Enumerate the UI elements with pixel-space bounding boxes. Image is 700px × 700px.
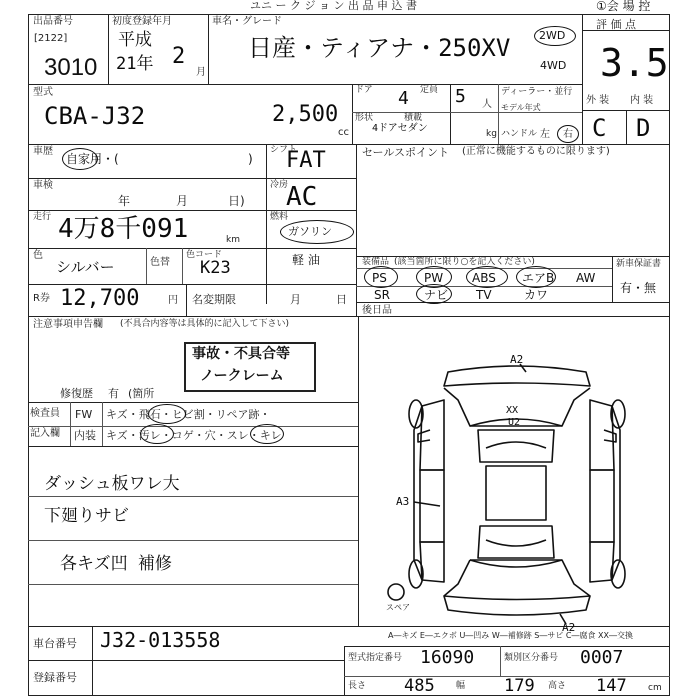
color-change-label: 色替 (150, 257, 170, 268)
score-label: 評 価 点 (596, 18, 636, 31)
doors-label: ドア (355, 85, 373, 95)
length-value: 485 (404, 676, 435, 696)
inspector-label2: 記入欄 (30, 428, 60, 439)
equip-ps: PS (372, 271, 387, 285)
ac-label: 冷房 (270, 180, 289, 190)
equip-pw: PW (424, 271, 444, 285)
ext-value: C (592, 114, 607, 142)
drive-4wd: 4WD (540, 59, 567, 72)
repair-yes: 有 (108, 387, 119, 400)
equip-leather: カワ (524, 288, 549, 302)
equip-navi: ナビ (424, 288, 449, 302)
capacity-value: 5 (455, 86, 466, 107)
type-code-value: 16090 (420, 647, 475, 668)
drive-2wd: 2WD (539, 29, 566, 42)
class-code-value: 0007 (580, 647, 624, 668)
equip-sr: SR (374, 288, 390, 302)
fuel-gasoline: ガソリン (288, 225, 332, 238)
recycle-label: R券 (33, 293, 50, 304)
equip-note: (該当箇所に限り○を記入ください) (394, 257, 535, 267)
sales-point-note: (正常に機能するものに限ります) (462, 146, 610, 157)
fuel-diesel: 軽 油 (292, 253, 320, 267)
notes-label: 注意事項申告欄 (33, 319, 103, 330)
diagram-mark-a3: A3 (396, 495, 410, 508)
name-change-month: 月 (290, 293, 301, 306)
class-code-label: 類別区分番号 (504, 653, 559, 663)
int-value: D (636, 114, 651, 142)
chassis-label: 車台番号 (33, 637, 77, 650)
recycle-value: 12,700 (60, 286, 140, 311)
equip-airbag: エアB (522, 271, 555, 285)
load-label: 積載 (404, 113, 423, 123)
usage-close: ) (248, 152, 253, 166)
color-code-value: K23 (200, 258, 231, 278)
doc-title: ユニ ー ク ジ ョ ン 出 品 申 込 書 (250, 0, 417, 12)
comment-3: 各キズ凹 補修 (60, 554, 172, 574)
handle-right: 右 (563, 129, 573, 140)
load-unit: kg (486, 129, 497, 139)
dealer-label: ディーラー・並行 (501, 87, 573, 97)
fw-items: キズ・飛石・ヒビ割・リペア跡・ (106, 408, 271, 421)
equip-tv: TV (476, 288, 492, 302)
shift-label: シフト (270, 145, 298, 155)
type-code-label: 型式指定番号 (348, 653, 403, 663)
score-value: 3.5 (600, 41, 669, 85)
new-warranty-label: 新車保証書 (616, 259, 662, 269)
diagram-mark-a2-front: A2 (510, 353, 524, 366)
diagram-mark-xx: XX (506, 405, 519, 416)
dimension-unit: cm (648, 683, 662, 693)
length-label: 長さ (348, 681, 367, 691)
inspection-year: 年 (118, 194, 131, 208)
equip-aw: AW (576, 271, 596, 285)
reg-number-label: 登録番号 (33, 671, 77, 684)
fuel-label: 燃料 (270, 212, 289, 222)
shape-label: 形状 (355, 113, 374, 123)
first-reg-label: 初度登録年月 (112, 16, 172, 27)
int-items: キズ・汚レ・コゲ・穴・スレ・キレ (106, 429, 282, 442)
capacity-unit: 人 (482, 99, 492, 110)
ac-value: AC (286, 182, 318, 212)
lot-label: 出品番号 (33, 16, 73, 27)
diagram-mark-u2: U2 (508, 417, 521, 428)
lot-number: 3010 (44, 54, 98, 81)
inspection-label: 車検 (33, 180, 53, 191)
damage-legend: A―キズ E―エクボ U―凹み W―補修跡 S―サビ C―腐食 XX―交換 (388, 631, 634, 640)
handle-label: ハンドル (501, 129, 538, 139)
reg-era: 平成 (118, 30, 152, 50)
usage-value: 自家用・( (66, 152, 119, 166)
name-change-label: 名変期限 (192, 293, 236, 306)
afterfit-label: 後日品 (362, 305, 392, 316)
chassis-value: J32-013558 (100, 628, 221, 652)
handle-left: 左 (540, 129, 550, 140)
width-value: 179 (504, 676, 535, 696)
ext-label: 外 装 (586, 95, 610, 106)
equip-label: 装備品 (362, 257, 390, 267)
color-code-label: 色コード (186, 250, 223, 260)
equip-abs: ABS (472, 271, 496, 285)
doors-value: 4 (398, 88, 409, 109)
mileage-unit: km (226, 235, 240, 245)
comment-1: ダッシュ板ワレ大 (44, 474, 180, 494)
width-label: 幅 (456, 681, 466, 691)
inspection-day: 日) (228, 194, 245, 208)
fw-label: FW (75, 408, 93, 421)
diagram-mark-a2-rear: A2 (562, 621, 576, 634)
name-change-day: 日 (336, 293, 347, 306)
reg-year: 21年 (116, 54, 154, 74)
color-value: シルバー (56, 258, 115, 276)
cc-unit: cc (338, 127, 349, 138)
int-label: 内 装 (630, 95, 654, 106)
repair-location: (箇所 (128, 387, 155, 400)
comment-2: 下廻りサビ (44, 506, 129, 526)
mileage-value: 4万8千091 (58, 214, 189, 244)
lot-subcode: [2122] (34, 33, 68, 44)
displacement: 2,500 (272, 102, 339, 127)
car-name: 日産・ティアナ・250XV (248, 34, 511, 62)
venue-label: ①会 場 控 (596, 0, 651, 13)
capacity-label: 定員 (420, 85, 439, 95)
height-label: 高さ (548, 681, 567, 691)
reg-month: 2 (172, 44, 186, 69)
repair-label: 修復歴 (60, 387, 93, 400)
sales-point-label: セールスポイント (362, 146, 450, 159)
inspector-label1: 検査員 (30, 408, 60, 419)
color-label: 色 (33, 250, 43, 261)
spare-label: スペア (386, 603, 410, 612)
notes-desc: (不具合内容等は具体的に記入して下さい) (120, 319, 290, 329)
usage-label: 車歴 (33, 146, 53, 157)
stamp-line2: ノークレーム (200, 368, 284, 384)
mileage-label: 走行 (33, 212, 52, 222)
reg-month-unit: 月 (196, 67, 206, 78)
model-year-label: モデル年式 (501, 103, 541, 112)
shift-value: FAT (286, 148, 326, 173)
model-label: 型式 (33, 87, 53, 98)
model-value: CBA-J32 (44, 102, 146, 130)
shape-value: 4ドアセダン (372, 123, 428, 134)
stamp-line1: 事故・不具合等 (192, 346, 290, 362)
recycle-unit: 円 (168, 295, 178, 306)
int-items-label: 内装 (74, 429, 96, 442)
new-warranty-value: 有・無 (620, 281, 657, 295)
car-label: 車名・グレード (212, 16, 282, 27)
inspection-month: 月 (176, 194, 189, 208)
height-value: 147 (596, 676, 627, 696)
